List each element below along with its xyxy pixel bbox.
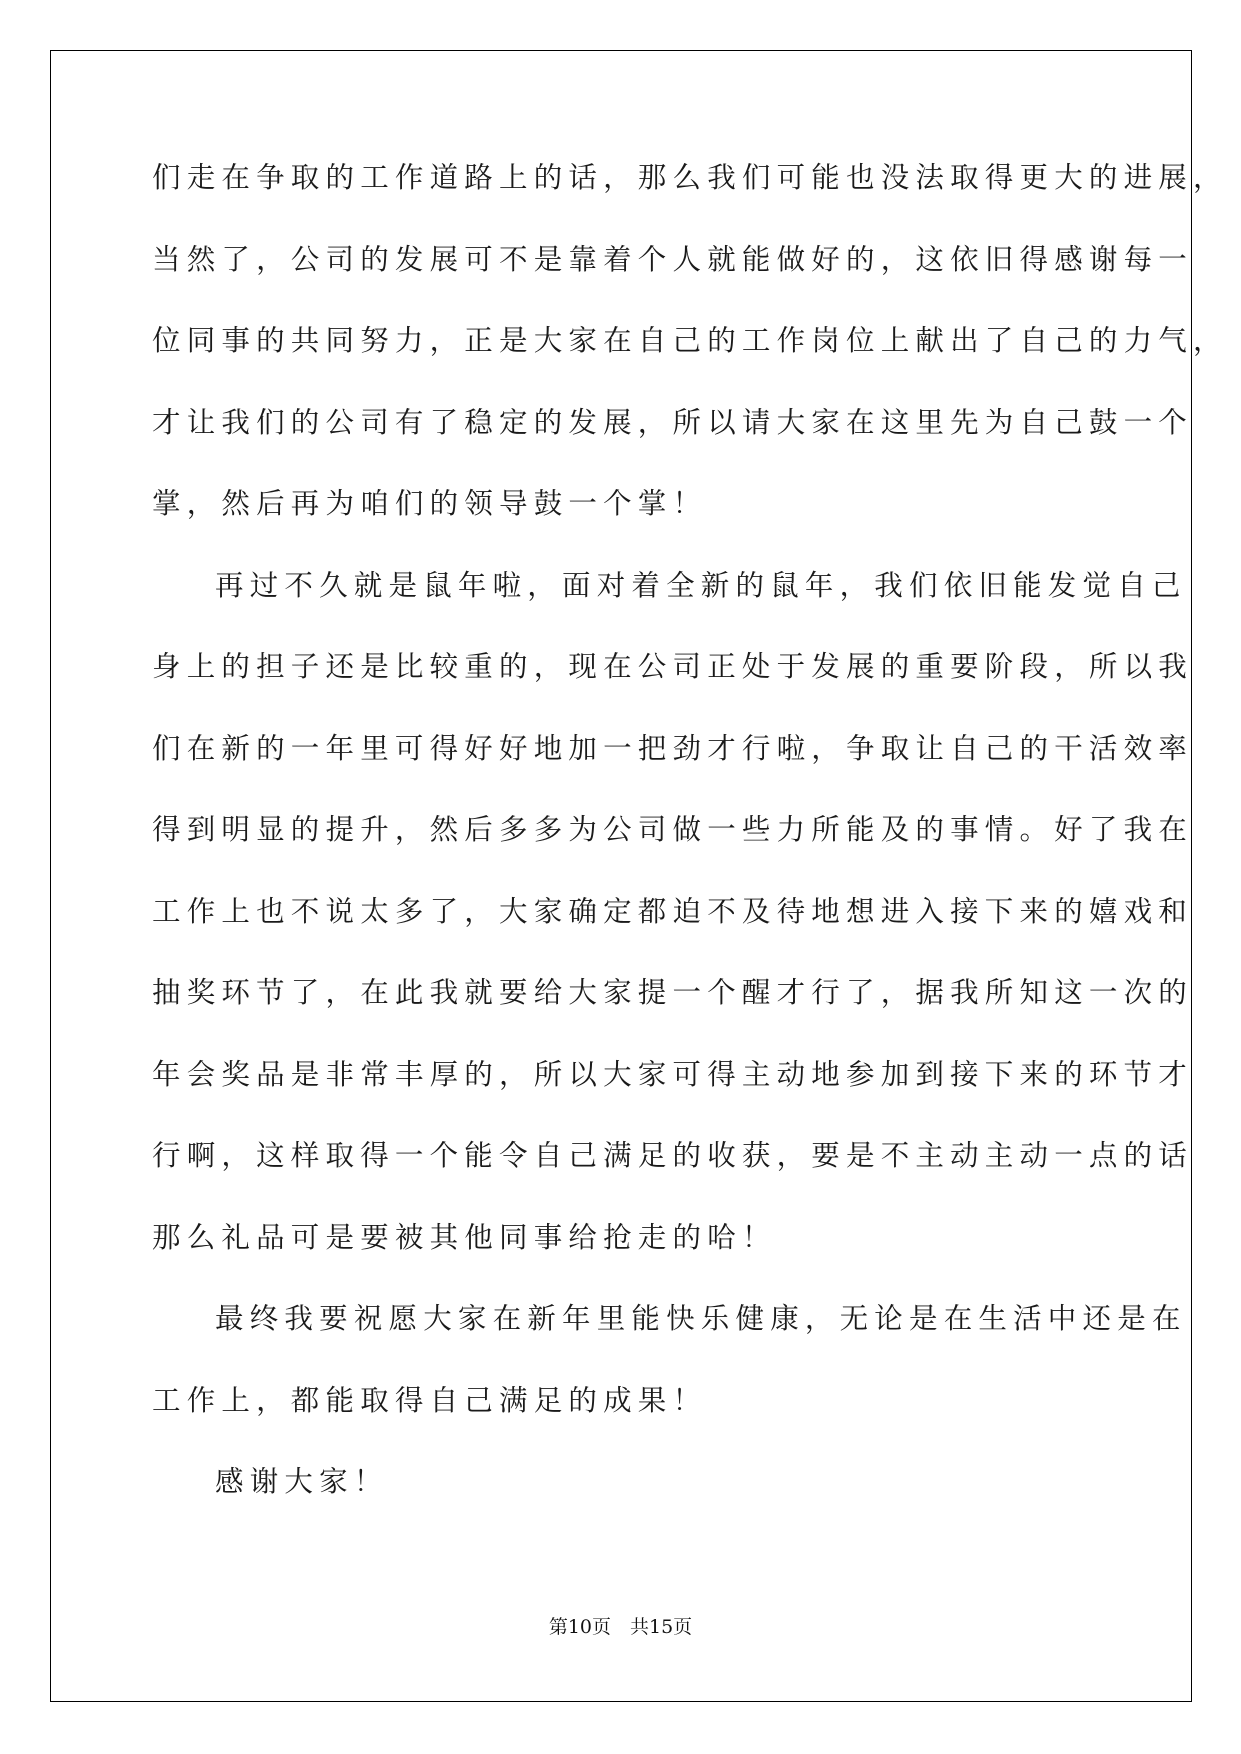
text-line: 当然了，公司的发展可不是靠着个人就能做好的，这依旧得感谢每一: [152, 242, 1194, 276]
text-line: 们走在争取的工作道路上的话，那么我们可能也没法取得更大的进展，: [152, 161, 1228, 194]
text-line: 身上的担子还是比较重的，现在公司正处于发展的重要阶段，所以我: [152, 650, 1194, 683]
paragraph-start-line: 再过不久就是鼠年啦，面对着全新的鼠年，我们依旧能发觉自己: [215, 568, 1187, 602]
text-line: 掌，然后再为咱们的领导鼓一个掌！: [152, 487, 708, 520]
text-line: 们在新的一年里可得好好地加一把劲才行啦，争取让自己的干活效率: [152, 731, 1194, 765]
text-line: 位同事的共同努力，正是大家在自己的工作岗位上献出了自己的力气，: [152, 324, 1228, 357]
closing-line: 感谢大家！: [215, 1465, 389, 1498]
page-number-footer: 第10页 共15页: [548, 1616, 693, 1638]
body-text: [152, 158, 1228, 1544]
text-line: 工作上，都能取得自己满足的成果！: [152, 1383, 708, 1417]
text-line: 年会奖品是非常丰厚的，所以大家可得主动地参加到接下来的环节才: [152, 1057, 1194, 1091]
text-line: 工作上也不说太多了，大家确定都迫不及待地想进入接下来的嬉戏和: [152, 894, 1194, 928]
text-line: 抽奖环节了，在此我就要给大家提一个醒才行了，据我所知这一次的: [152, 976, 1194, 1009]
paragraph-start-line: 最终我要祝愿大家在新年里能快乐健康，无论是在生活中还是在: [215, 1302, 1187, 1335]
text-line: 得到明显的提升，然后多多为公司做一些力所能及的事情。好了我在: [152, 813, 1194, 846]
text-line: 行啊，这样取得一个能令自己满足的收获，要是不主动主动一点的话: [152, 1139, 1194, 1172]
text-line: 才让我们的公司有了稳定的发展，所以请大家在这里先为自己鼓一个: [152, 405, 1194, 439]
text-line: 那么礼品可是要被其他同事给抢走的哈！: [152, 1220, 777, 1254]
